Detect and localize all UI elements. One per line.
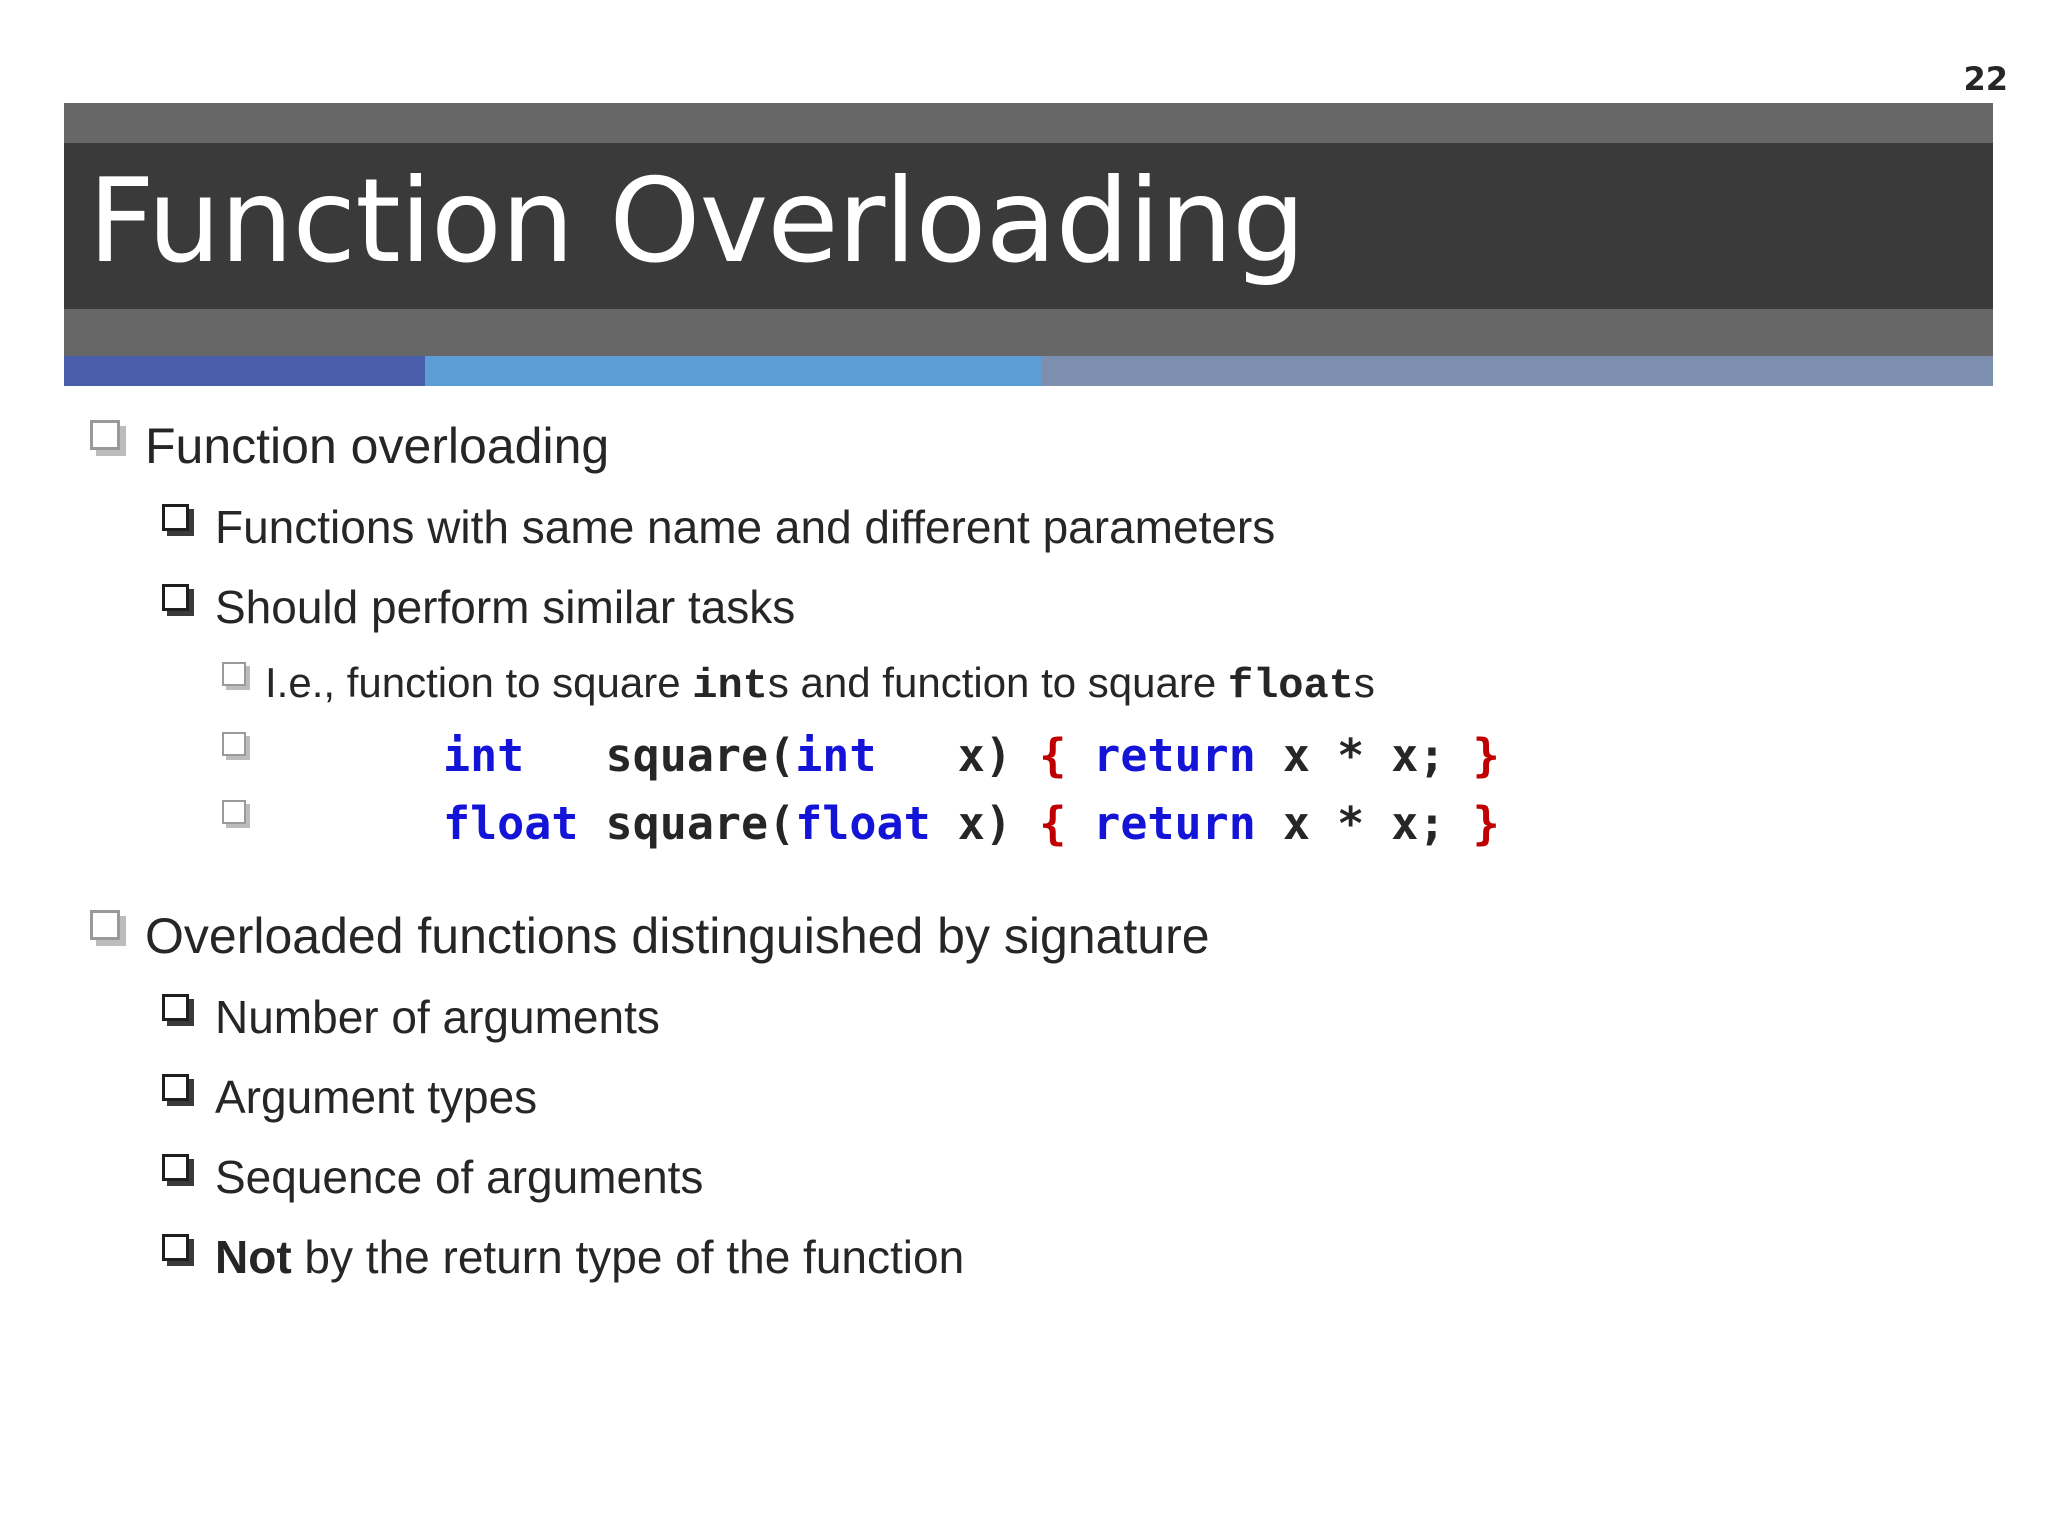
emphasis-not: Not	[215, 1231, 292, 1283]
code-keyword: float	[795, 797, 931, 850]
level2-bullet-icon	[162, 1154, 189, 1181]
example-code-float: float	[1227, 662, 1354, 710]
code-body: x * x;	[1255, 729, 1473, 782]
level2-bullet-icon	[162, 1074, 189, 1101]
code-line-float	[443, 797, 1500, 850]
code-function-name: square(	[578, 797, 796, 850]
accent-stripe-3	[1042, 356, 1993, 386]
section2-item-2: Argument types	[215, 1071, 538, 1123]
code-brace-open: {	[1039, 729, 1067, 782]
code-keyword: int	[443, 729, 525, 782]
level2-bullet-icon	[162, 1234, 189, 1261]
slide-title: Function Overloading	[88, 154, 1305, 289]
level3-bullet-icon	[222, 662, 246, 686]
header-band-bottom	[64, 309, 1993, 356]
level3-bullet-icon	[222, 732, 246, 756]
code-body: x * x;	[1255, 797, 1473, 850]
code-param: x)	[930, 797, 1040, 850]
example-suffix: s	[1353, 659, 1375, 706]
example-code-int: int	[692, 662, 768, 710]
code-param: x)	[930, 729, 1040, 782]
level3-bullet-icon	[222, 800, 246, 824]
accent-stripe-2	[425, 356, 1042, 386]
level2-bullet-icon	[162, 504, 189, 531]
level2-bullet-icon	[162, 994, 189, 1021]
slide-number: 22	[1963, 60, 2008, 98]
example-middle: s and function to square	[767, 659, 1228, 706]
section1-item-2: Should perform similar tasks	[215, 581, 796, 633]
code-pad	[877, 729, 931, 782]
code-function-name: square(	[578, 729, 796, 782]
code-keyword: float	[443, 797, 579, 850]
level1-bullet-icon	[90, 910, 120, 940]
code-brace-open: {	[1039, 797, 1067, 850]
section1-item-1: Functions with same name and different parameters	[215, 501, 1276, 553]
code-keyword: int	[795, 729, 877, 782]
code-pad	[524, 729, 578, 782]
section2-item-4-rest: by the return type of the function	[291, 1231, 965, 1283]
level2-bullet-icon	[162, 584, 189, 611]
section1-heading: Function overloading	[145, 418, 610, 474]
section2-item-1: Number of arguments	[215, 991, 660, 1043]
section2-item-3: Sequence of arguments	[215, 1151, 704, 1203]
code-brace-close: }	[1472, 729, 1500, 782]
example-prefix: I.e., function to square	[265, 659, 693, 706]
section2-item-4	[215, 1230, 964, 1284]
header-band-top	[64, 103, 1993, 143]
section2-heading: Overloaded functions distinguished by signature	[145, 908, 1210, 964]
level1-bullet-icon	[90, 420, 120, 450]
code-brace-close: }	[1472, 797, 1500, 850]
code-line-int	[443, 729, 1500, 782]
code-keyword: return	[1093, 729, 1256, 782]
accent-stripe-1	[64, 356, 425, 386]
code-keyword: return	[1093, 797, 1256, 850]
example-line	[265, 659, 1375, 710]
